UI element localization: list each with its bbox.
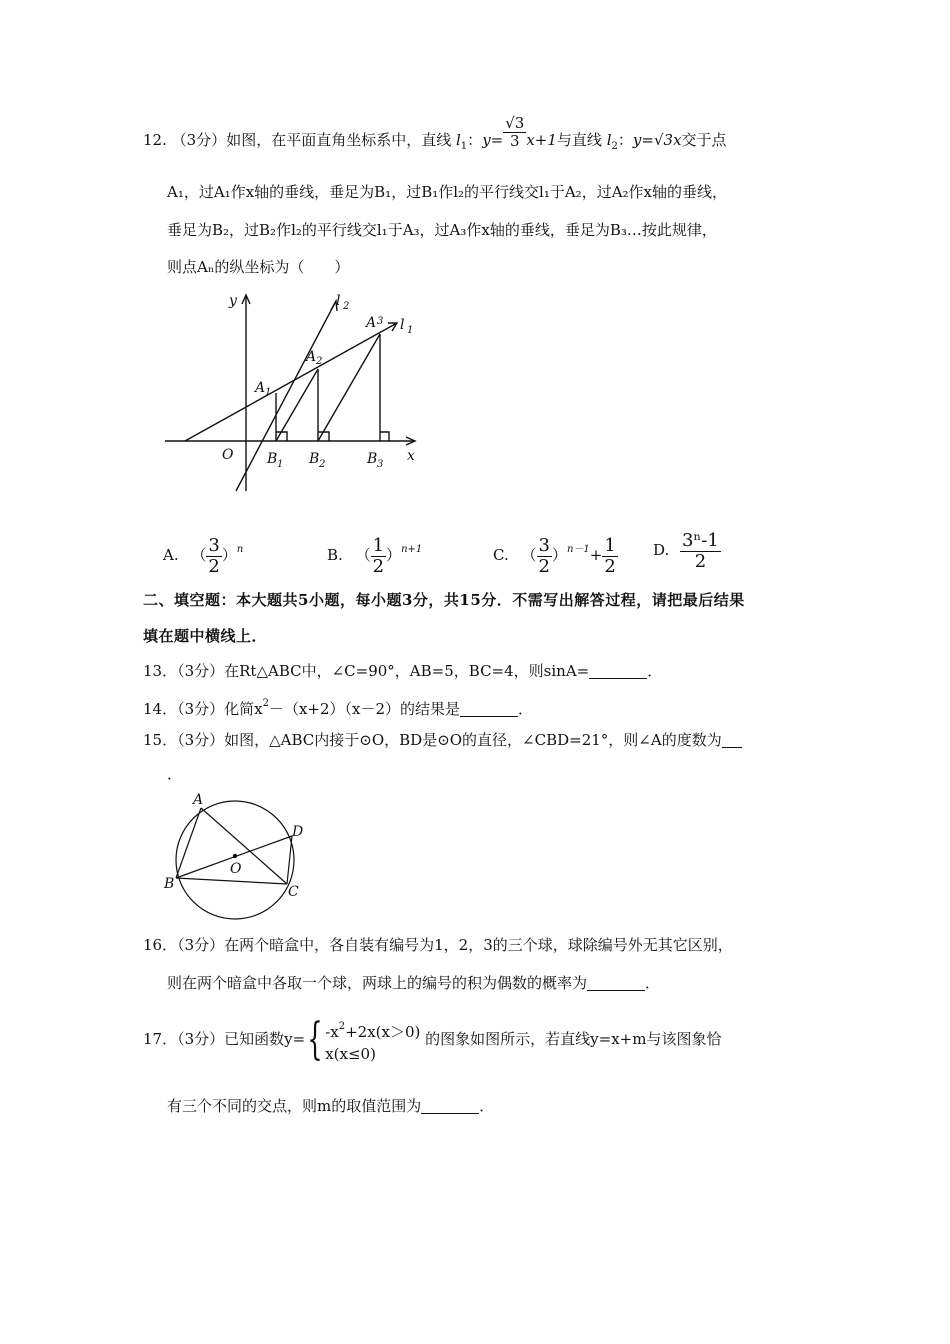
label-B2: B (309, 451, 320, 467)
option-C-den2: 2 (604, 555, 616, 577)
label-B1: B (267, 451, 278, 467)
option-B-lp: （ (355, 546, 371, 564)
q14-pre: 14．（3分）化简x (143, 700, 263, 718)
l1-sub: 1 (460, 141, 468, 152)
option-A[interactable] (163, 530, 244, 577)
q16-text: 则在两个暗盒中各取一个球，两球上的编号的积为偶数的概率为 (167, 974, 588, 992)
q17-line1 (143, 1012, 721, 1066)
q13-text: 13．（3分）在Rt△ABC中，∠C=90°，AB=5，BC=4，则sinA= (143, 662, 590, 680)
q17-cases (325, 1016, 420, 1065)
q17-case2: x(x≤0) (325, 1044, 376, 1063)
seg-BC (176, 878, 287, 884)
q12-score: （3分） (171, 131, 227, 149)
right-angle-B2 (318, 432, 329, 441)
q17-text2: 有三个不同的交点，则m的取值范围为 (167, 1097, 422, 1115)
label-A3-sub: 3 (377, 316, 384, 327)
q15-end: ． (167, 765, 183, 783)
label-B3: B (367, 451, 378, 467)
label-B1-sub: 1 (277, 459, 284, 470)
q12-line4: 则点Aₙ的纵坐标为（ ） (167, 258, 350, 276)
q14-end: ． (518, 700, 534, 718)
frac-num: √3 (505, 113, 525, 132)
section2-line2: 填在题中横线上． (143, 627, 268, 645)
option-D-den: 2 (694, 550, 707, 572)
option-D-frac (680, 531, 721, 572)
colon2: ： (617, 131, 633, 149)
center-dot (233, 854, 237, 858)
q14 (143, 693, 533, 720)
label-B: B (164, 876, 175, 892)
option-B[interactable] (327, 530, 423, 577)
option-B-rp: ） (386, 546, 402, 564)
option-C-den: 2 (538, 555, 550, 577)
label-A1: A (255, 380, 266, 396)
label-l1: l (400, 317, 405, 333)
line-l1 (185, 323, 397, 441)
option-C-rp: ） (551, 546, 567, 564)
option-A-den: 2 (208, 555, 220, 577)
option-A-frac (206, 536, 221, 577)
l2-sub: 2 (611, 141, 618, 152)
q17-post: 的图象如图所示，若直线y=x+m与该图象恰 (425, 1030, 722, 1048)
option-C-label: C. (493, 546, 509, 564)
option-B-num: 1 (372, 534, 385, 556)
label-B2-sub: 2 (319, 459, 326, 470)
q17-answer-blank[interactable] (421, 1097, 479, 1114)
q17-case1b: +2x(x＞0) (345, 1022, 421, 1041)
label-O: O (230, 861, 242, 877)
q12-line1 (143, 113, 727, 158)
q12-number: 12. (143, 131, 167, 149)
right-angle-B1 (276, 432, 287, 441)
q14-answer-blank[interactable] (460, 700, 518, 717)
label-B3-sub: 3 (377, 459, 384, 470)
q17-case1sup: 2 (338, 1020, 346, 1032)
option-B-frac (371, 536, 386, 577)
l1-label: l (455, 131, 461, 149)
label-l1-sub: 1 (407, 325, 414, 336)
right-angle-B3 (380, 432, 389, 441)
option-B-den: 2 (372, 555, 385, 577)
q16-answer-blank[interactable] (587, 974, 645, 991)
q17-line2 (167, 1095, 494, 1117)
option-C[interactable] (493, 530, 618, 577)
seg-AB (176, 808, 201, 878)
option-C-lp: （ (521, 546, 537, 564)
label-A1-sub: 1 (265, 387, 272, 398)
l2-label: l (606, 131, 612, 149)
option-D-num: 3ⁿ-1 (682, 529, 719, 551)
q12-line2: A₁，过A₁作x轴的垂线，垂足为B₁，过B₁作l₂的平行线交l₁于A₂，过A₂作x轴的垂线， (167, 183, 727, 201)
option-A-exp: n (236, 544, 244, 555)
circle-O (176, 801, 294, 919)
q17-end: ． (479, 1097, 495, 1115)
frac-den: 3 (510, 131, 520, 150)
q16-line2 (167, 972, 660, 994)
q14-post: －（x+2）（x－2）的结果是 (268, 700, 461, 718)
label-D: D (292, 824, 304, 840)
label-A3: A (366, 315, 377, 331)
label-A: A (193, 792, 204, 808)
q15 (143, 729, 742, 751)
figure-coordinate-lines (160, 283, 430, 498)
label-A2: A (306, 349, 317, 365)
option-B-exp: n+1 (401, 544, 423, 555)
option-C-exp: n－1 (566, 544, 590, 555)
q12-text1: 如图，在平面直角坐标系中，直线 (226, 131, 452, 149)
option-A-num: 3 (208, 534, 220, 556)
option-D[interactable] (653, 530, 721, 570)
eq1-tail: x+1 (526, 131, 557, 149)
q15-answer-blank[interactable] (722, 731, 742, 748)
q14-sup: 2 (262, 698, 269, 709)
brace-icon: { (307, 1014, 323, 1065)
q17-case1a: -x (325, 1022, 339, 1041)
option-C-plus: + (589, 546, 603, 564)
q12-line3: 垂足为B₂，过B₂作l₂的平行线交l₁于A₃，过A₃作x轴的垂线，垂足为B₃…按此规律， (167, 221, 717, 239)
figure-circle (160, 790, 320, 930)
eq1-y: y= (482, 131, 504, 149)
label-O: O (222, 447, 234, 463)
q13 (143, 660, 662, 682)
label-l2: l (336, 293, 341, 309)
q13-end: ． (647, 662, 663, 680)
option-B-label: B. (327, 546, 343, 564)
label-C: C (288, 884, 299, 900)
option-D-label: D. (653, 541, 670, 559)
q17-case1 (325, 1016, 420, 1043)
label-x: x (407, 448, 415, 464)
eq2: y=√3x (632, 131, 682, 149)
colon: ： (467, 131, 483, 149)
label-y: y (229, 293, 237, 309)
q12-text3: 交于点 (681, 131, 727, 149)
q16-end: ． (645, 974, 661, 992)
label-l2-sub: 2 (343, 301, 350, 312)
q17-pre: 17．（3分）已知函数y= (143, 1030, 306, 1048)
sqrt3-over-3 (503, 115, 526, 150)
q15-text: 15．（3分）如图，△ABC内接于⊙O，BD是⊙O的直径，∠CBD=21°，则∠A的度数为 (143, 731, 722, 749)
q16-line1: 16．（3分）在两个暗盒中，各自装有编号为1，2，3的三个球，球除编号外无其它区别， (143, 936, 733, 954)
B1A2 (276, 369, 318, 441)
option-A-lp: （ (191, 546, 207, 564)
option-C-frac (537, 536, 552, 577)
q13-answer-blank[interactable] (589, 662, 647, 679)
option-C-num: 3 (538, 534, 550, 556)
section2-line1: 二、填空题：本大题共5小题，每小题3分，共15分．不需写出解答过程，请把最后结果 (143, 591, 745, 609)
seg-AC (201, 808, 287, 884)
option-C-num2: 1 (604, 534, 616, 556)
option-A-label: A. (163, 546, 179, 564)
option-A-rp: ） (221, 546, 237, 564)
option-C-frac2 (602, 536, 617, 577)
label-A2-sub: 2 (316, 356, 323, 367)
q12-text2: 与直线 (556, 131, 602, 149)
